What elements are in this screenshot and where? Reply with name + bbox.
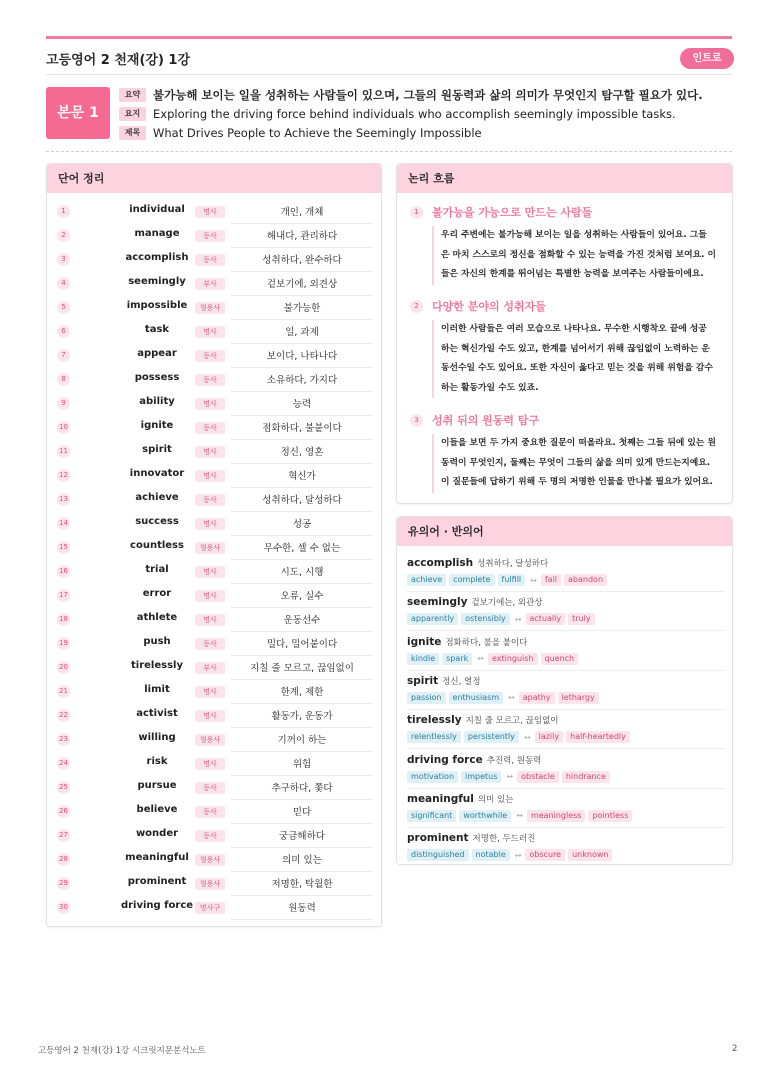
vocab-meaning: 불가능한	[283, 303, 321, 314]
part-of-speech-badge: 명사	[195, 206, 225, 218]
vocab-meaning: 의미 있는	[282, 855, 322, 866]
synonym-head	[407, 832, 725, 847]
intro-button[interactable]: 인트로	[680, 48, 734, 69]
antonym-tag: obstacle	[517, 771, 559, 783]
synonym-tag: apparently	[407, 613, 458, 625]
antonym-tag: half-heartedly	[566, 731, 630, 743]
vocab-number: 5	[57, 301, 70, 314]
vocab-word: believe	[136, 804, 178, 815]
vocab-word: ignite	[140, 420, 174, 431]
synonym-tag: significant	[407, 810, 456, 822]
entry-divider	[407, 827, 725, 828]
vocab-number: 9	[57, 397, 70, 410]
vocab-row	[47, 800, 383, 824]
vocab-meaning: 추구하다, 쫓다	[271, 783, 333, 794]
vocab-word: driving force	[120, 900, 194, 911]
vocab-meaning: 성취하다, 달성하다	[262, 495, 342, 506]
header-divider	[46, 74, 732, 75]
vocab-word: willing	[138, 732, 176, 743]
synonym-word: driving force	[407, 753, 483, 766]
synonym-tag: spark	[442, 653, 472, 665]
vocab-row	[47, 728, 383, 752]
antonym-tag: hindrance	[562, 771, 610, 783]
synonym-entry	[407, 636, 725, 666]
synonym-tags	[407, 730, 725, 744]
page-number: 2	[732, 1044, 738, 1054]
entry-divider	[407, 788, 725, 789]
vocab-number: 23	[57, 733, 70, 746]
synonym-word: spirit	[407, 674, 439, 687]
title-tag: 제목	[119, 126, 146, 140]
vocab-number: 11	[57, 445, 70, 458]
vocab-row	[47, 608, 383, 632]
synonym-entry	[407, 832, 725, 862]
vocab-meaning: 개인, 개체	[280, 207, 324, 218]
summary-row	[119, 86, 703, 104]
vocab-word: individual	[129, 204, 185, 215]
step-body-line: 들은 자신의 한계를 뛰어넘는 특별한 능력을 보여주는 사람들이에요.	[441, 269, 704, 279]
vocab-row	[47, 848, 383, 872]
part-of-speech-badge: 명사구	[195, 902, 225, 914]
vocab-meaning: 성취하다, 완수하다	[262, 255, 342, 266]
vocab-word: trial	[145, 564, 169, 575]
synonym-tag: distinguished	[407, 849, 469, 861]
vocab-number: 19	[57, 637, 70, 650]
vocab-word: wonder	[135, 828, 179, 839]
vocab-meaning: 저명한, 탁월한	[271, 879, 333, 890]
vocab-number: 7	[57, 349, 70, 362]
step-body-line: 이들을 보면 두 가지 중요한 질문이 떠올라요. 첫째는 그들 뒤에 있는 원	[441, 438, 716, 448]
synonym-meaning: 추진력, 원동력	[486, 755, 542, 766]
vocab-meaning: 성공	[292, 519, 312, 530]
synonym-head	[407, 636, 725, 651]
synonym-meaning: 정신, 열정	[442, 676, 481, 687]
step-title: 불가능을 가능으로 만드는 사람들	[432, 206, 593, 219]
vocab-word: prominent	[127, 876, 187, 887]
vocab-row	[47, 368, 383, 392]
step-body-line: 이러한 사람들은 여러 모습으로 나타나요. 무수한 시행착오 끝에 성공	[441, 324, 707, 334]
opposite-arrow-icon: ↔	[506, 772, 514, 781]
synonym-tag: passion	[407, 692, 446, 704]
vocab-row	[47, 272, 383, 296]
vocab-word: pursue	[137, 780, 177, 791]
synonym-tag: fulfill	[498, 574, 526, 586]
vocab-row	[47, 296, 383, 320]
synonym-word: seemingly	[407, 596, 468, 609]
synonym-tag: motivation	[407, 771, 458, 783]
vocab-word: risk	[146, 756, 168, 767]
synonym-tags	[407, 652, 725, 666]
vocab-word: ability	[139, 396, 175, 407]
vocab-word: spirit	[142, 444, 172, 455]
vocab-row	[47, 776, 383, 800]
antonym-tag: quench	[541, 653, 579, 665]
antonym-tag: obscure	[525, 849, 565, 861]
vocab-row	[47, 320, 383, 344]
part-of-speech-badge: 명사	[195, 398, 225, 410]
vocab-row	[47, 416, 383, 440]
synonym-head	[407, 754, 725, 769]
opposite-arrow-icon: ↔	[530, 575, 537, 585]
antonym-tag: meaningless	[527, 810, 586, 822]
synonym-tag: enthusiasm	[449, 692, 504, 704]
opposite-arrow-icon: ↔	[516, 811, 523, 821]
part-of-speech-badge: 동사	[195, 374, 225, 386]
vocab-word: innovator	[129, 468, 185, 479]
vocab-number: 26	[57, 805, 70, 818]
part-of-speech-badge: 동사	[195, 638, 225, 650]
step-body-line: 동선수일 수도 있어요. 또한 자신이 옳다고 믿는 것을 위해 위험을 감수	[441, 363, 713, 373]
part-of-speech-badge: 명사	[195, 326, 225, 338]
vocab-row	[47, 896, 383, 920]
vocab-row	[47, 584, 383, 608]
part-of-speech-badge: 동사	[195, 830, 225, 842]
vocab-number: 4	[57, 277, 70, 290]
entry-divider	[407, 591, 725, 592]
antonym-tag: extinguish	[488, 653, 538, 665]
vocab-row	[47, 752, 383, 776]
vocab-number: 14	[57, 517, 70, 530]
step-body-line: 하는 혁신가일 수도 있고, 한계를 넘어서기 위해 끊임없이 노력하는 운	[441, 343, 710, 354]
title-row	[119, 124, 482, 142]
step-body	[432, 226, 722, 285]
step-number: 1	[410, 206, 423, 219]
synonym-tags	[407, 848, 725, 862]
vocab-number: 3	[57, 253, 70, 266]
part-of-speech-badge: 동사	[195, 422, 225, 434]
vocab-number: 8	[57, 373, 70, 386]
part-of-speech-badge: 명사	[195, 614, 225, 626]
vocab-number: 29	[57, 877, 70, 890]
opposite-arrow-icon: ↔	[514, 614, 522, 624]
synonym-tag: relentlessly	[407, 731, 461, 743]
step-number: 2	[410, 300, 423, 313]
logic-heading: 논리 흐름	[397, 164, 732, 193]
antonym-tag: truly	[568, 613, 594, 625]
summary-tag: 요약	[119, 88, 146, 102]
top-accent-bar	[46, 36, 732, 39]
part-of-speech-badge: 동사	[195, 494, 225, 506]
synonym-tag: impetus	[461, 771, 501, 783]
vocab-number: 10	[57, 421, 70, 434]
vocab-word: manage	[134, 228, 180, 239]
dashed-divider	[46, 151, 732, 152]
synonym-tags	[407, 612, 725, 626]
part-of-speech-badge: 명사	[195, 518, 225, 530]
synonym-tag: achieve	[407, 574, 446, 586]
vocab-meaning: 해내다, 관리하다	[266, 231, 338, 242]
vocab-meaning: 믿다	[292, 807, 312, 818]
vocab-meaning: 위험	[292, 759, 312, 770]
vocab-word: seemingly	[128, 276, 186, 287]
step-body-line: 하는 활동가일 수도 있죠.	[441, 382, 539, 393]
opposite-arrow-icon: ↔	[523, 732, 531, 742]
synonym-word: prominent	[407, 832, 469, 845]
vocab-row	[47, 824, 383, 848]
synonym-entry	[407, 675, 725, 705]
vocab-row	[47, 488, 383, 512]
title-text: What Drives People to Achieve the Seemingly Impossible	[153, 126, 482, 140]
vocab-word: countless	[130, 540, 184, 551]
vocab-word: error	[142, 588, 172, 599]
synonym-meaning: 성취하다, 달성하다	[477, 559, 549, 569]
synonym-meaning: 저명한, 두드러진	[472, 834, 536, 845]
antonym-tag: pointless	[588, 810, 632, 822]
vocab-number: 17	[57, 589, 70, 602]
vocab-word: impossible	[126, 300, 188, 311]
opposite-arrow-icon: ↔	[508, 693, 515, 703]
synonym-meaning: 겉보기에는, 외관상	[471, 598, 543, 609]
vocab-row	[47, 536, 383, 560]
synonym-heading: 유의어 · 반의어	[397, 517, 732, 546]
vocab-number: 1	[57, 205, 70, 218]
synonym-meaning: 지칠 줄 모르고, 끊임없이	[465, 716, 559, 727]
vocab-row	[47, 392, 383, 416]
vocab-word: activist	[136, 708, 178, 719]
vocab-word: possess	[134, 372, 180, 383]
gist-row	[119, 105, 676, 123]
part-of-speech-badge: 명사	[195, 686, 225, 698]
vocab-word: push	[143, 636, 171, 647]
step-title: 성취 뒤의 원동력 탐구	[432, 414, 540, 427]
vocab-meaning: 활동가, 운동가	[271, 711, 333, 722]
vocab-number: 16	[57, 565, 70, 578]
vocab-row	[47, 512, 383, 536]
vocab-row	[47, 872, 383, 896]
entry-divider	[407, 748, 725, 749]
step-body-line: 이 질문들에 답하기 위해 두 명의 저명한 인물을 만나볼 필요가 있어요.	[441, 477, 713, 487]
gist-tag: 요지	[119, 107, 146, 121]
vocab-number: 18	[57, 613, 70, 626]
vocab-meaning: 원동력	[288, 903, 316, 914]
vocab-meaning: 궁금해하다	[279, 831, 325, 842]
summary-text: 불가능해 보이는 일을 성취하는 사람들이 있으며, 그들의 원동력과 삶의 의미가 무엇인지 탐구할 필요가 있다.	[153, 88, 703, 102]
synonym-tags	[407, 809, 725, 823]
step-number: 3	[410, 414, 423, 427]
synonym-entry	[407, 596, 725, 626]
part-of-speech-badge: 명사	[195, 710, 225, 722]
opposite-arrow-icon: ↔	[514, 850, 522, 860]
synonym-word: meaningful	[407, 792, 474, 805]
part-of-speech-badge: 동사	[195, 230, 225, 242]
synonym-tags	[407, 573, 725, 587]
vocab-number: 27	[57, 829, 70, 842]
step-body	[432, 320, 722, 398]
synonym-entry	[407, 557, 725, 587]
opposite-arrow-icon: ↔	[477, 654, 484, 664]
vocab-word: meaningful	[125, 852, 189, 863]
vocab-meaning: 능력	[292, 399, 312, 410]
part-of-speech-badge: 형용사	[195, 542, 225, 554]
synonym-head	[407, 675, 725, 690]
part-of-speech-badge: 동사	[195, 806, 225, 818]
synonym-tag: complete	[449, 574, 494, 586]
vocab-meaning: 한계, 제한	[280, 687, 324, 698]
row-divider	[231, 919, 373, 920]
part-of-speech-badge: 부사	[195, 278, 225, 290]
vocab-meaning: 지칠 줄 모르고, 끊임없이	[250, 663, 354, 674]
vocab-meaning: 일, 과제	[285, 327, 319, 338]
vocab-meaning: 무수한, 셀 수 없는	[263, 543, 341, 554]
step-body-line: 은 마치 스스로의 정신을 점화할 수 있는 능력을 가진 것처럼 보여요. 이	[441, 249, 716, 260]
vocab-row	[47, 440, 383, 464]
synonym-word: ignite	[407, 635, 442, 648]
vocab-word: task	[144, 324, 170, 335]
page-title: 고등영어 2 천재(강) 1강	[46, 53, 191, 68]
synonym-tag: persistently	[464, 731, 519, 743]
vocab-number: 2	[57, 229, 70, 242]
synonym-entry	[407, 714, 725, 744]
vocab-meaning: 오류, 실수	[280, 591, 324, 602]
part-of-speech-badge: 명사	[195, 446, 225, 458]
vocab-number: 20	[57, 661, 70, 674]
vocab-heading: 단어 정리	[47, 164, 381, 193]
entry-divider	[407, 709, 725, 710]
synonym-tag: ostensibly	[461, 613, 510, 625]
antonym-tag: abandon	[564, 574, 607, 586]
synonym-panel	[396, 516, 733, 865]
part-of-speech-badge: 명사	[195, 566, 225, 578]
vocab-number: 25	[57, 781, 70, 794]
part-of-speech-badge: 명사	[195, 758, 225, 770]
vocab-meaning: 소유하다, 가지다	[266, 375, 338, 386]
logic-panel	[396, 163, 733, 504]
part-of-speech-badge: 동사	[195, 782, 225, 794]
synonym-head	[407, 557, 725, 572]
synonym-entry	[407, 793, 725, 823]
synonym-tag: kindle	[407, 653, 439, 665]
gist-text: Exploring the driving force behind individuals who accomplish seemingly impossible tasks.	[153, 107, 676, 121]
vocab-word: tirelessly	[131, 660, 183, 671]
vocab-row	[47, 248, 383, 272]
vocab-word: achieve	[135, 492, 179, 503]
synonym-tag: worthwhile	[459, 810, 511, 822]
vocab-number: 22	[57, 709, 70, 722]
part-of-speech-badge: 형용사	[195, 854, 225, 866]
vocab-meaning: 점화하다, 불붙이다	[262, 423, 342, 434]
step-body-line: 동력이 무엇인지, 둘째는 무엇이 그들의 삶을 의미 있게 만드는지예요.	[441, 457, 711, 468]
part-of-speech-badge: 형용사	[195, 302, 225, 314]
step-title: 다양한 분야의 성취자들	[432, 300, 546, 313]
vocab-word: athlete	[136, 612, 178, 623]
entry-divider	[407, 670, 725, 671]
part-of-speech-badge: 형용사	[195, 734, 225, 746]
vocab-row	[47, 560, 383, 584]
part-of-speech-badge: 동사	[195, 350, 225, 362]
vocab-number: 30	[57, 901, 70, 914]
vocab-number: 24	[57, 757, 70, 770]
antonym-tag: lazily	[535, 731, 564, 743]
vocab-row	[47, 632, 383, 656]
antonym-tag: apathy	[519, 692, 555, 704]
vocab-meaning: 겉보기에, 외견상	[266, 279, 338, 290]
vocab-row	[47, 344, 383, 368]
antonym-tag: lethargy	[558, 692, 599, 704]
vocab-number: 13	[57, 493, 70, 506]
vocab-meaning: 정신, 영혼	[280, 447, 324, 458]
part-of-speech-badge: 형용사	[195, 878, 225, 890]
vocab-meaning: 운동선수	[283, 615, 321, 626]
vocab-number: 12	[57, 469, 70, 482]
vocab-word: success	[135, 516, 179, 527]
vocab-row	[47, 656, 383, 680]
synonym-meaning: 점화하다, 불을 붙이다	[445, 637, 528, 648]
part-of-speech-badge: 동사	[195, 254, 225, 266]
synonym-word: tirelessly	[407, 714, 462, 727]
synonym-meaning: 의미 있는	[477, 794, 514, 805]
vocab-row	[47, 704, 383, 728]
part-of-speech-badge: 명사	[195, 590, 225, 602]
vocab-row	[47, 224, 383, 248]
vocab-number: 28	[57, 853, 70, 866]
vocab-meaning: 밀다, 밀어붙이다	[266, 639, 338, 650]
vocab-panel	[46, 163, 382, 927]
vocab-number: 21	[57, 685, 70, 698]
antonym-tag: actually	[526, 613, 566, 625]
vocab-meaning: 시도, 시행	[280, 567, 324, 578]
synonym-tag: notable	[472, 849, 510, 861]
part-of-speech-badge: 부사	[195, 662, 225, 674]
footer-text: 고등영어 2 천재(강) 1강 시크릿지문분석노트	[38, 1046, 206, 1056]
vocab-meaning: 혁신가	[288, 471, 316, 482]
vocab-meaning: 보이다, 나타나다	[266, 351, 338, 362]
step-body-line: 우리 주변에는 불가능해 보이는 일을 성취하는 사람들이 있어요. 그들	[441, 230, 707, 240]
synonym-head	[407, 714, 725, 729]
vocab-row	[47, 464, 383, 488]
entry-divider	[407, 630, 725, 631]
synonym-entry	[407, 754, 725, 784]
section-label: 본문 1	[46, 87, 110, 139]
antonym-tag: fail	[541, 574, 561, 586]
synonym-tags	[407, 770, 725, 784]
step-body	[432, 434, 722, 493]
synonym-head	[407, 793, 725, 808]
part-of-speech-badge: 명사	[195, 470, 225, 482]
vocab-word: limit	[144, 684, 170, 695]
vocab-word: accomplish	[125, 252, 189, 263]
vocab-number: 15	[57, 541, 70, 554]
vocab-row	[47, 200, 383, 224]
synonym-head	[407, 596, 725, 611]
antonym-tag: unknown	[568, 849, 612, 861]
vocab-row	[47, 680, 383, 704]
synonym-word: accomplish	[407, 557, 474, 569]
vocab-word: appear	[137, 348, 177, 359]
synonym-tags	[407, 691, 725, 705]
vocab-number: 6	[57, 325, 70, 338]
vocab-meaning: 기꺼이 하는	[277, 735, 327, 746]
